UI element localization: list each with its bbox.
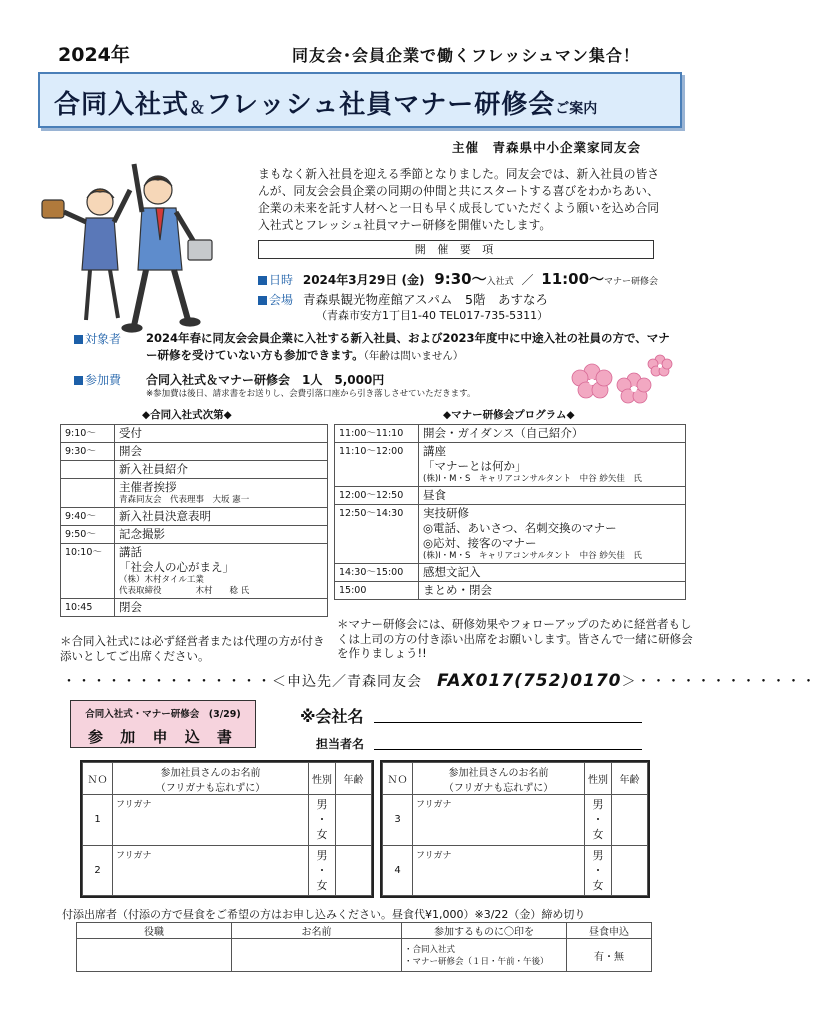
table-row: 9:40～ 新入社員決意表明 xyxy=(61,508,328,526)
age-input[interactable] xyxy=(336,795,372,846)
sex-select[interactable]: 男 ・ 女 xyxy=(309,845,336,896)
target-text: 2024年春に同友会会員企業に入社する新入社員、および2023年度中に中途入社の社員の方で、マナー研修を受けていない方も参加できます。（年齢は問いません） xyxy=(146,331,670,362)
age-input[interactable] xyxy=(612,845,648,896)
venue-label: 会場 xyxy=(258,293,293,307)
age-input[interactable] xyxy=(612,795,648,846)
fee-note: ※参加費は後日、請求書をお送りし、会費引落口座から引き落しさせていただきます。 xyxy=(146,389,476,399)
event-date: 日時 2024年3月29日 (金) 9:30～入社式 ／ 11:00～マナー研修会 xyxy=(258,268,658,289)
page-title: 合同入社式＆フレッシュ社員マナー研修会ご案内 xyxy=(54,90,598,120)
fee-label: 参加費 xyxy=(74,371,121,388)
fee-text: 合同入社式＆マナー研修会 1人 5,000円 xyxy=(146,373,385,387)
table-row: 4 フリガナ 男 ・ 女 xyxy=(383,845,648,896)
subtitle: 同友会･会員企業で働くフレッシュマン集合！ xyxy=(292,46,640,65)
name-input[interactable]: フリガナ xyxy=(113,795,309,846)
ceremony-note: ＊合同入社式には必ず経営者または代理の方が付き添いとしてご出席ください。 xyxy=(60,634,325,663)
training-note: ＊マナー研修会には、研修効果やフォローアップのために経営者もしくは上司の方の付き添い出席をお願いします。皆さんで一緒に研修会を作りましょう!! xyxy=(337,617,693,660)
table-row: 9:50～ 記念撮影 xyxy=(61,526,328,544)
table-row: 15:00 まとめ・閉会 xyxy=(335,582,686,600)
contact-person-label: 担当者名 xyxy=(316,737,365,751)
table-row: 10:45 閉会 xyxy=(61,599,328,617)
table-row: 3 フリガナ 男 ・ 女 xyxy=(383,795,648,846)
sex-select[interactable]: 男 ・ 女 xyxy=(309,795,336,846)
business-people-illustration xyxy=(38,150,214,340)
sakura-decoration xyxy=(568,348,678,408)
position-input[interactable] xyxy=(77,939,232,972)
event-venue: 会場 青森県観光物産館アスパム 5階 あすなろ xyxy=(258,290,548,308)
sex-select[interactable]: 男 ・ 女 xyxy=(585,795,612,846)
name-input[interactable]: フリガナ xyxy=(413,845,585,896)
intro-text: まもなく新入社員を迎える季節となりました。同友会では、新入社員の皆さんが、同友会会員企業の同期の仲間と共にスタートする喜びをわかちあい、企業の未来を託す人材へと一日も早く成長していただくよう願いを込め合同入社式とフレッシュ社員マナー研修を開催いたします。 xyxy=(258,167,660,232)
name-input[interactable]: フリガナ xyxy=(113,845,309,896)
organizer: 主催 青森県中小企業家同友会 xyxy=(452,140,642,155)
title-banner xyxy=(38,72,682,128)
table-row: 主催者挨拶 青森同友会 代表理事 大坂 憲一 xyxy=(61,479,328,508)
table-row: 11:00～11:10 開会・ガイダンス（自己紹介） xyxy=(335,425,686,443)
date-label: 日時 xyxy=(258,273,293,287)
table-row: 12:50～14:30 実技研修 ◎電話、あいさつ、名刺交換のマナー ◎応対、接客のマナー (株)I・M・S キャリアコンサルタント 中谷 紗矢佳 氏 xyxy=(335,505,686,564)
ceremony-program-title: ◆合同入社式次第◆ xyxy=(142,409,232,421)
fax-number: FAX017(752)0170 xyxy=(437,671,622,691)
company-name-label: ※会社名 xyxy=(300,707,364,726)
training-program-title: ◆マナー研修会プログラム◆ xyxy=(443,409,575,421)
application-form-badge: 合同入社式・マナー研修会 (3/29) 参 加 申 込 書 xyxy=(70,700,256,748)
age-input[interactable] xyxy=(336,845,372,896)
lunch-select[interactable]: 有・無 xyxy=(567,939,652,972)
contact-person-field[interactable] xyxy=(374,749,642,750)
attendant-note: 付添出席者（付添の方で昼食をご希望の方はお申し込みください。昼食代¥1,000）※3/22（金）締め切り xyxy=(62,908,586,921)
table-row: 12:00～12:50 昼食 xyxy=(335,487,686,505)
attendant-table: 役職 お名前 参加するものに〇印を 昼食申込 ・合同入社式 ・マナー研修会（１日・午前・午後） 有・無 xyxy=(76,922,652,972)
year-label: 2024年 xyxy=(58,44,130,66)
table-row: 新入社員紹介 xyxy=(61,461,328,479)
table-row: 9:30～ 開会 xyxy=(61,443,328,461)
attendance-options[interactable]: ・合同入社式 ・マナー研修会（１日・午前・午後） xyxy=(402,939,567,972)
table-row: 14:30～15:00 感想文記入 xyxy=(335,564,686,582)
fax-line: ・・・・・・・・・・・・・・＜申込先／青森同友会 FAX017(752)0170＞・・・・・・・・・・・・ xyxy=(62,671,817,691)
details-heading: 開 催 要 項 xyxy=(258,240,654,259)
table-row xyxy=(77,939,652,972)
training-schedule xyxy=(334,424,686,600)
ceremony-schedule xyxy=(60,424,328,617)
target-label: 対象者 xyxy=(74,330,121,347)
sex-select[interactable]: 男 ・ 女 xyxy=(585,845,612,896)
table-row: 10:10～ 講話 「社会人の心がまえ」 （株）木村タイル工業 代表取締役 木村 稔 氏 xyxy=(61,544,328,599)
registration-table-left: ＮＯ 参加社員さんのお名前 （フリガナも忘れずに） 性別 年齢 1 フリガナ 男 ・ 女 2 フリガナ 男 ・ 女 xyxy=(80,760,374,898)
table-row: 9:10～ 受付 xyxy=(61,425,328,443)
venue-address: （青森市安方1丁目1-40 TEL017-735-5311） xyxy=(316,309,549,322)
registration-table-right: ＮＯ 参加社員さんのお名前 （フリガナも忘れずに） 性別 年齢 3 フリガナ 男 ・ 女 4 フリガナ 男 ・ 女 xyxy=(380,760,650,898)
table-row: 1 フリガナ 男 ・ 女 xyxy=(83,795,372,846)
name-input[interactable]: フリガナ xyxy=(413,795,585,846)
table-row: 11:10～12:00 講座 「マナーとは何か」 (株)I・M・S キャリアコンサルタント 中谷 紗矢佳 氏 xyxy=(335,443,686,487)
attendant-name-input[interactable] xyxy=(232,939,402,972)
table-row: 2 フリガナ 男 ・ 女 xyxy=(83,845,372,896)
company-name-field[interactable] xyxy=(374,722,642,723)
